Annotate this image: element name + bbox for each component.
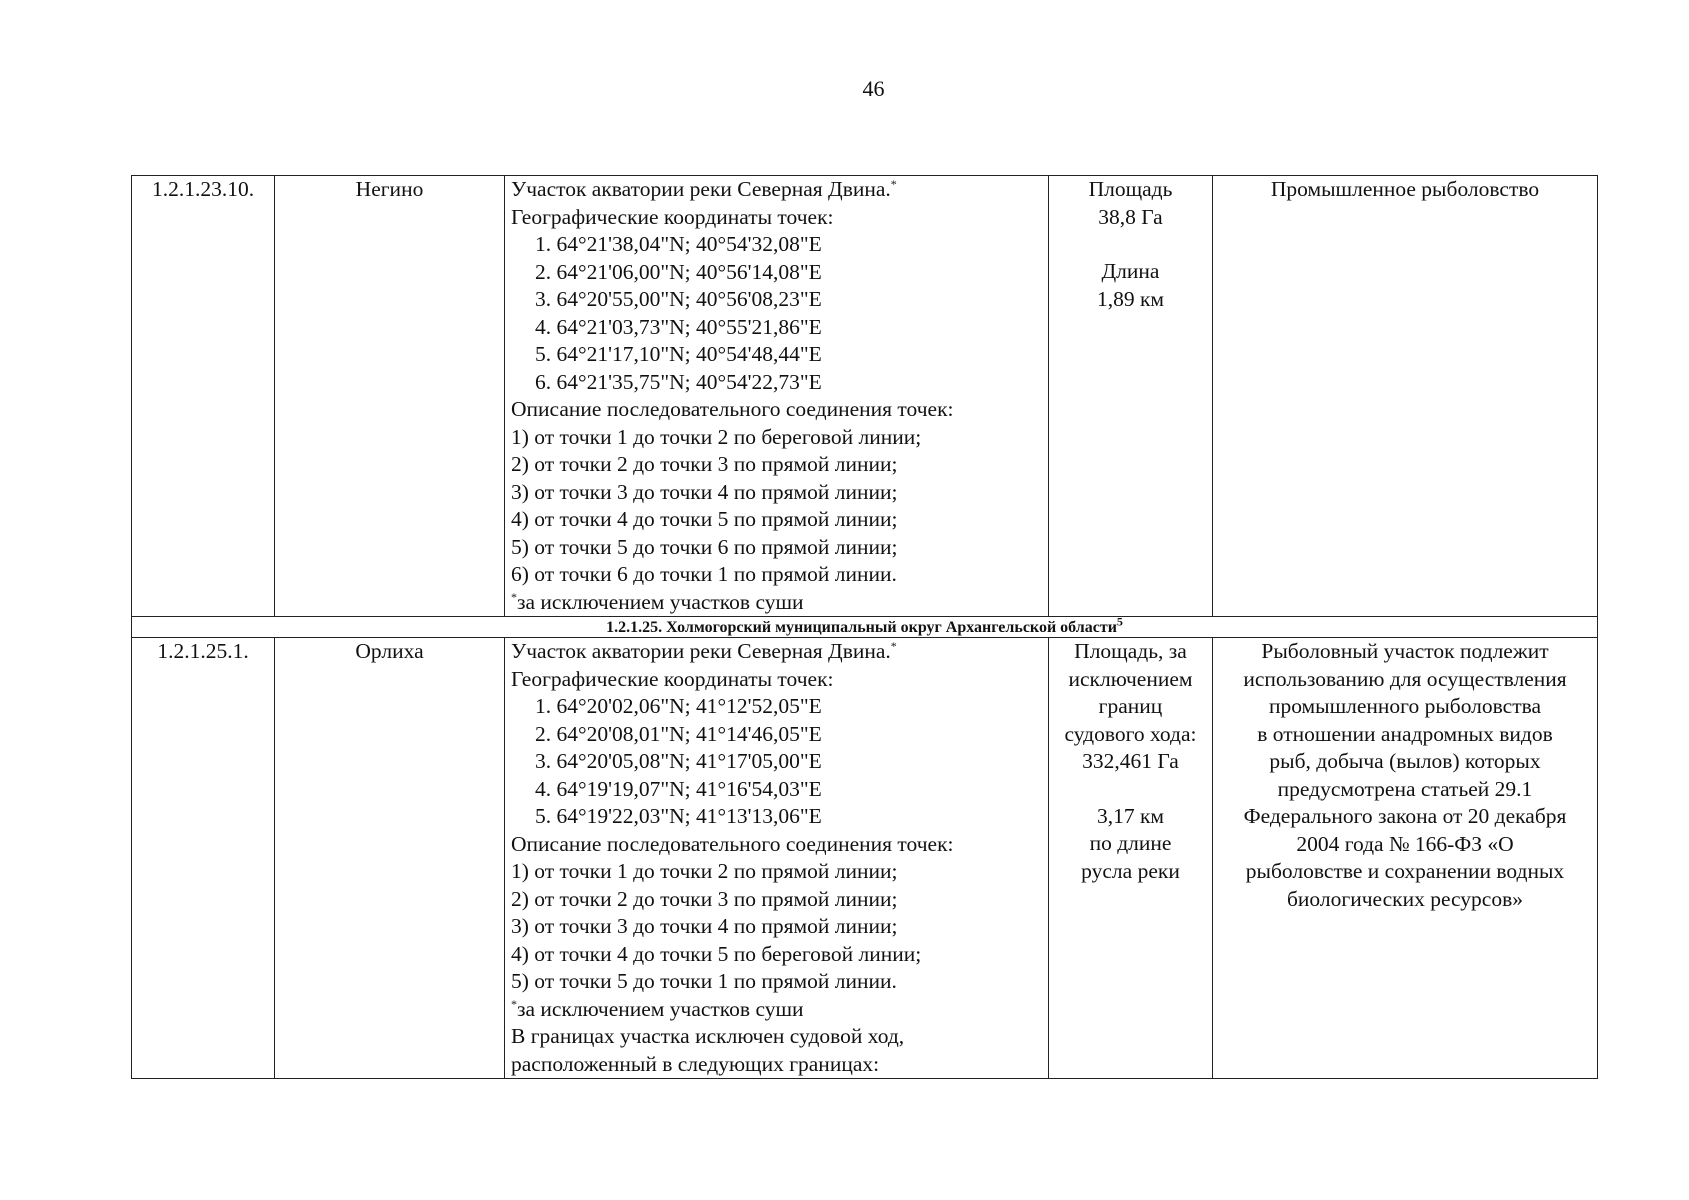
length-label: Длина [1101,259,1160,283]
row-name: Орлиха [275,638,505,1079]
segment-item: 4) от точки 4 до точки 5 по береговой линии; [511,941,922,966]
segments-header: Описание последовательного соединения точек: [511,831,954,856]
description-title: Участок акватории реки Северная Двина.* [511,638,897,663]
segment-item: 6) от точки 6 до точки 1 по прямой линии. [511,562,897,586]
purpose-line: промышленного рыболовства [1268,694,1542,718]
segment-item: 3) от точки 3 до точки 4 по прямой линии; [511,914,898,938]
segment-item: 2) от точки 2 до точки 3 по прямой линии; [511,886,898,911]
description-title: Участок акватории реки Северная Двина.* [511,176,897,201]
coord-item: 5. 64°19'22,03"N; 41°13'13,06"E [535,804,822,828]
fishing-areas-table [131,175,1598,1079]
area-line: исключением [1068,666,1193,691]
purpose-line: Федерального закона от 20 декабря [1243,804,1567,828]
row-area [1049,176,1213,617]
segment-item: 3) от точки 3 до точки 4 по прямой линии; [511,479,898,504]
purpose-line: рыб, добыча (вылов) которых [1269,749,1541,773]
purpose-line: использованию для осуществления [1243,666,1567,691]
area-value: 38,8 Га [1098,204,1163,229]
row-area [1049,638,1213,1079]
purpose-line: Рыболовный участок подлежит [1261,639,1549,663]
row-description [505,176,1049,617]
length-line: 3,17 км [1096,803,1165,828]
segments-header: Описание последовательного соединения точек: [511,397,954,421]
segment-item: 2) от точки 2 до точки 3 по прямой линии; [511,452,898,476]
row-code: 1.2.1.23.10. [132,176,275,617]
coord-item: 3. 64°20'55,00"N; 40°56'08,23"E [535,287,822,311]
coord-item: 2. 64°20'08,01"N; 41°14'46,05"E [535,721,822,746]
coords-header: Географические координаты точек: [511,666,834,691]
coord-item: 1. 64°21'38,04"N; 40°54'32,08"E [535,232,822,256]
segment-item: 1) от точки 1 до точки 2 по береговой линии; [511,424,922,449]
coord-item: 5. 64°21'17,10"N; 40°54'48,44"E [535,342,822,366]
purpose-line: биологических ресурсов» [1286,886,1523,911]
table-row-orlikha [132,638,1598,1079]
section-header-row [132,617,1598,638]
area-line: 332,461 Га [1082,749,1179,773]
row-name: Негино [275,176,505,617]
length-line: русла реки [1081,858,1180,883]
purpose-line: предусмотрена статьей 29.1 [1277,776,1533,801]
length-line: по длине [1089,831,1172,855]
segment-item: 1) от точки 1 до точки 2 по прямой линии; [511,859,898,883]
row-purpose [1213,638,1598,1079]
table-row-negino [132,176,1598,617]
coords-header: Географические координаты точек: [511,204,834,229]
page-number: 46 [862,76,885,101]
segment-item: 5) от точки 5 до точки 1 по прямой линии. [511,969,897,993]
purpose-line: 2004 года № 166-ФЗ «О [1296,831,1514,856]
coord-item: 4. 64°21'03,73"N; 40°55'21,86"E [535,314,822,339]
coord-item: 6. 64°21'35,75"N; 40°54'22,73"E [535,369,822,394]
extra-line: расположенный в следующих границах: [511,1051,880,1076]
coord-item: 1. 64°20'02,06"N; 41°12'52,05"E [535,694,822,718]
section-title: 1.2.1.25. Холмогорский муниципальный округ Архангельской области$^5$ [132,617,1598,638]
segment-item: 4) от точки 4 до точки 5 по прямой линии; [511,507,898,531]
length-value: 1,89 км [1096,286,1165,311]
area-line: границ [1098,694,1163,718]
area-label: Площадь [1088,177,1173,201]
segment-item: 5) от точки 5 до точки 6 по прямой линии; [511,534,898,559]
row-description [505,638,1049,1079]
extra-line: В границах участка исключен судовой ход, [511,1024,905,1048]
purpose-line: в отношении анадромных видов [1257,721,1553,746]
coord-item: 2. 64°21'06,00"N; 40°56'14,08"E [535,259,822,284]
area-line: судового хода: [1064,721,1197,746]
row-code: 1.2.1.25.1. [132,638,275,1079]
footnote: *за исключением участков суши [511,589,804,614]
coord-item: 3. 64°20'05,08"N; 41°17'05,00"E [535,749,822,773]
footnote: *за исключением участков суши [511,996,804,1021]
coord-item: 4. 64°19'19,07"N; 41°16'54,03"E [535,776,822,801]
area-line: Площадь, за [1074,639,1187,663]
purpose-line: рыболовстве и сохранении водных [1245,859,1565,883]
row-purpose: Промышленное рыболовство [1213,176,1598,617]
